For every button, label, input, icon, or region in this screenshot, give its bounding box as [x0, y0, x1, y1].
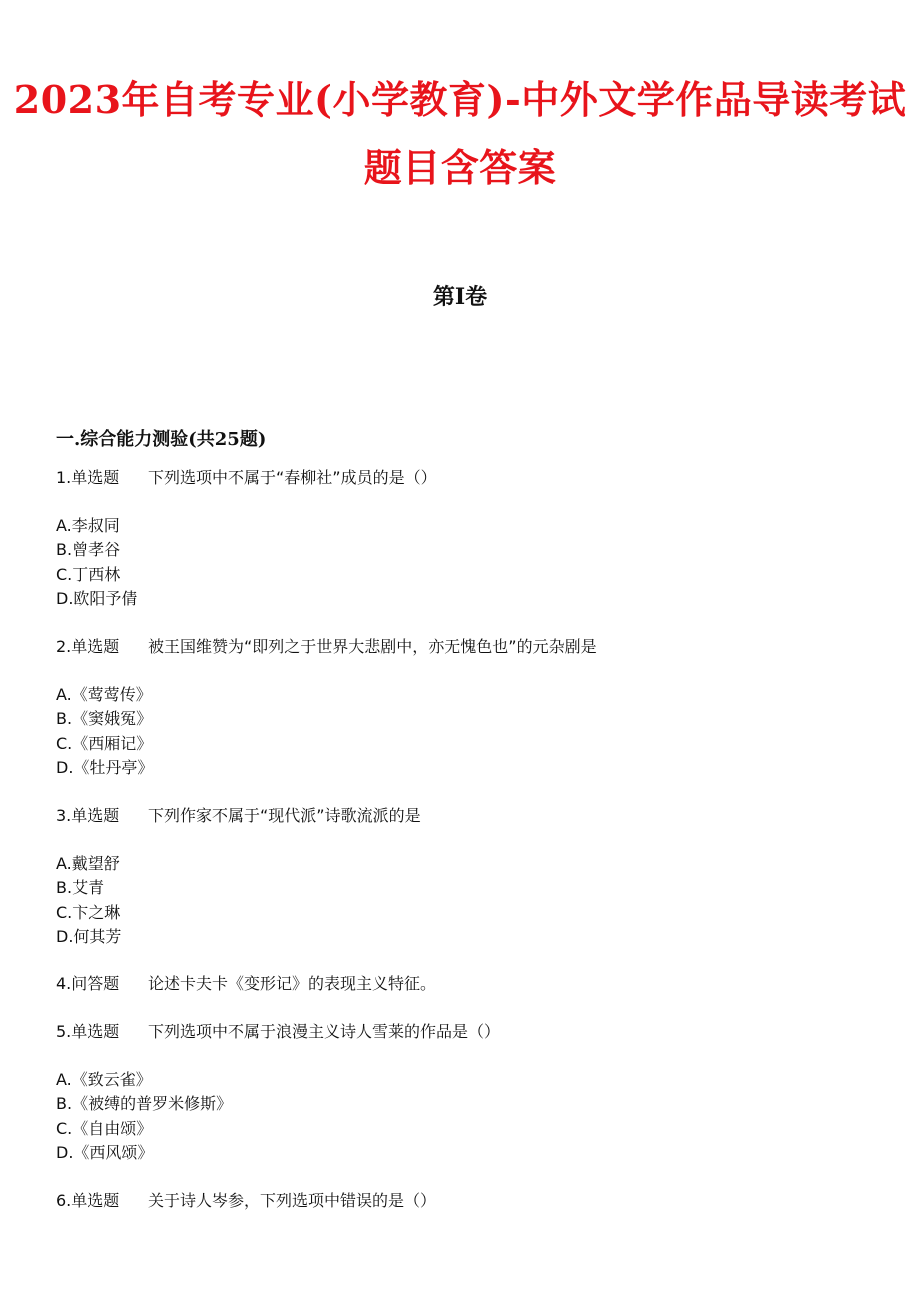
- section-heading: 一.综合能力测验(共25题): [56, 429, 267, 450]
- option-a: A.《莺莺传》: [56, 685, 152, 704]
- question-stem: 下列选项中不属于浪漫主义诗人雪莱的作品是（）: [148, 1022, 501, 1041]
- question-type: 3.单选题: [56, 806, 120, 825]
- question-2: [56, 636, 597, 658]
- document-title-line-2: 题目含答案: [363, 145, 557, 190]
- option-a: A.李叔同: [56, 516, 120, 535]
- option-b: B.艾青: [56, 878, 105, 898]
- question-type: 5.单选题: [56, 1022, 120, 1041]
- question-stem: 被王国维赞为“即列之于世界大悲剧中，亦无愧色也”的元杂剧是: [148, 637, 597, 656]
- option-c: C.卞之琳: [56, 902, 121, 922]
- question-type: 4.问答题: [56, 974, 120, 993]
- option-c: C.丁西林: [56, 564, 121, 584]
- question-stem: 下列作家不属于“现代派”诗歌流派的是: [148, 806, 421, 825]
- question-3: [56, 805, 421, 827]
- question-stem: 关于诗人岑参，下列选项中错误的是（）: [148, 1191, 437, 1210]
- option-b: B.曾孝谷: [56, 540, 121, 560]
- option-a: A.《致云雀》: [56, 1070, 152, 1089]
- question-1-options: [56, 514, 137, 611]
- question-5: [56, 1021, 500, 1043]
- option-a: A.戴望舒: [56, 854, 120, 873]
- question-5-options: [56, 1068, 232, 1165]
- option-c: C.《西厢记》: [56, 733, 153, 753]
- question-type: 2.单选题: [56, 637, 120, 656]
- question-1: [56, 467, 437, 489]
- option-b: B.《被缚的普罗米修斯》: [56, 1094, 233, 1114]
- option-b: B.《窦娥冤》: [56, 709, 153, 729]
- option-c: C.《自由颂》: [56, 1118, 153, 1138]
- option-d: D.欧阳予倩: [56, 588, 138, 608]
- question-6: [56, 1190, 436, 1212]
- document-title-line-1: 2023年自考专业(小学教育)-中外文学作品导读考试: [13, 77, 907, 122]
- question-stem: 论述卡夫卡《变形记》的表现主义特征。: [148, 974, 437, 993]
- question-type: 6.单选题: [56, 1191, 120, 1210]
- option-d: D.《西风颂》: [56, 1142, 154, 1162]
- option-d: D.《牡丹亭》: [56, 757, 154, 777]
- question-3-options: [56, 852, 121, 949]
- question-type: 1.单选题: [56, 468, 120, 487]
- question-stem: 下列选项中不属于“春柳社”成员的是（）: [148, 468, 437, 487]
- question-4: [56, 973, 436, 995]
- option-d: D.何其芳: [56, 926, 122, 946]
- volume-heading: 第I卷: [432, 284, 488, 310]
- question-2-options: [56, 683, 153, 780]
